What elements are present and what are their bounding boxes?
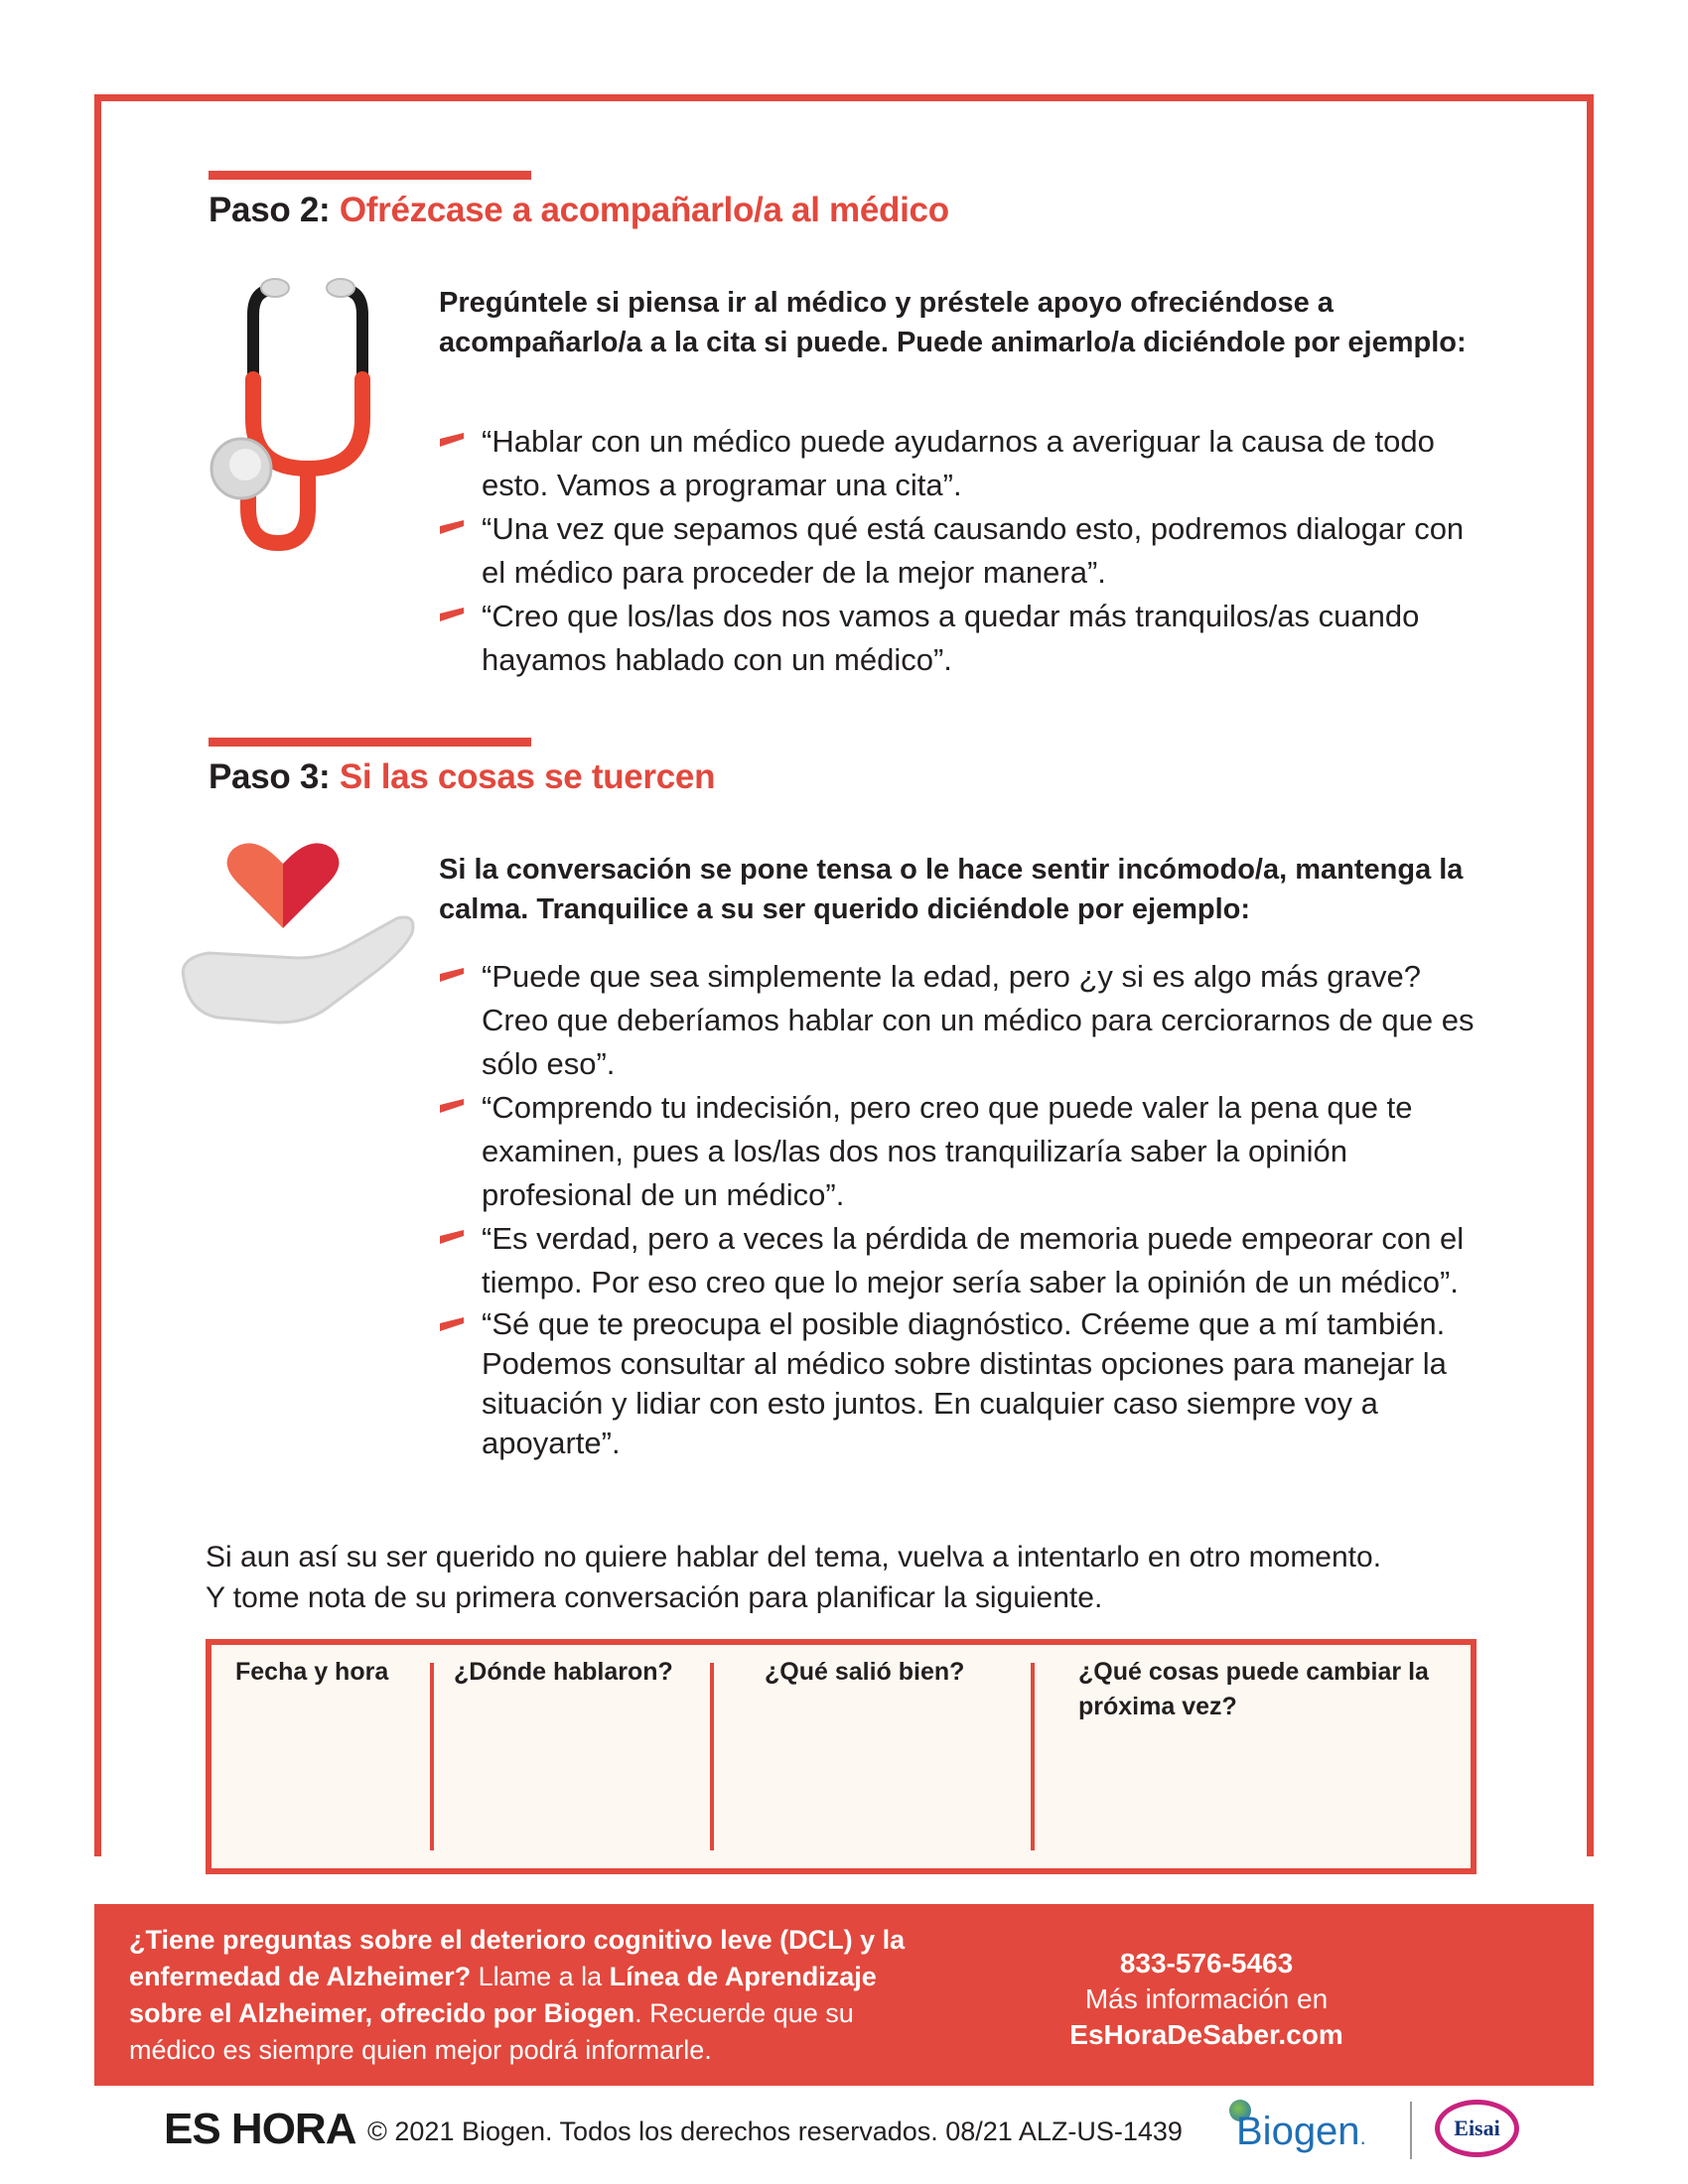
logo-divider bbox=[1410, 2102, 1412, 2159]
banner-question: ¿Tiene preguntas sobre el deterioro cognitivo leve (DCL) y la enfermedad de Alzheimer? bbox=[129, 1925, 906, 1991]
bullet-marker-icon bbox=[440, 1099, 464, 1113]
step2-intro: Pregúntele si piensa ir al médico y préstele apoyo ofreciéndose a acompañarlo/a a la cita si puede. Puede animarlo/a diciéndole por ejemplo: bbox=[439, 287, 1467, 358]
bullet-marker-icon bbox=[440, 608, 464, 621]
helpline-banner bbox=[94, 1904, 1594, 2086]
notes-column-went-well[interactable]: ¿Qué salió bien? bbox=[710, 1645, 1031, 1868]
conversation-notes-table[interactable] bbox=[206, 1639, 1477, 1874]
step2-label: Paso 2: bbox=[209, 191, 331, 229]
banner-contact bbox=[998, 1946, 1415, 2053]
list-item: “Es verdad, pero a veces la pérdida de memoria puede empeorar con el tiempo. Por eso creo que lo mejor sería saber la opinión de un médico”. bbox=[440, 1217, 1492, 1304]
list-item: “Sé que te preocupa el posible diagnóstico. Créeme que a mí también. Podemos consultar al médico sobre distintas opciones para manejar la situación y lidiar con esto juntos. En cualquier caso siempre voy a apoyarte”. bbox=[440, 1304, 1492, 1463]
step3-bullet-list bbox=[440, 955, 1492, 1463]
bullet-marker-icon bbox=[440, 433, 464, 447]
list-item: “Creo que los/las dos nos vamos a quedar más tranquilos/as cuando hayamos hablado con un médico”. bbox=[440, 595, 1492, 682]
banner-text: ¿Tiene preguntas sobre el deterioro cognitivo leve (DCL) y la enfermedad de Alzheimer? Llame a la Línea de Aprendizaje sobre el Alzheimer, ofrecido por Biogen. Recuerde que su médico es siempre quien mejor podrá informarle. bbox=[129, 1925, 906, 2065]
step3-title: Si las cosas se tuercen bbox=[339, 757, 716, 796]
notes-column-change[interactable]: ¿Qué cosas puede cambiar la próxima vez? bbox=[1031, 1645, 1471, 1868]
bullet-marker-icon bbox=[440, 1230, 464, 1244]
step3-label: Paso 3: bbox=[209, 757, 331, 796]
footer bbox=[0, 2090, 1688, 2184]
bullet-marker-icon bbox=[440, 1317, 464, 1331]
closing-note bbox=[206, 1537, 1496, 1618]
biogen-logo: Biogen. bbox=[1236, 2110, 1366, 2153]
more-info-label: Más información en bbox=[1084, 1983, 1329, 2014]
step3-heading bbox=[209, 757, 715, 797]
step2-heading bbox=[209, 191, 949, 230]
notes-column-where[interactable]: ¿Dónde hablaron? bbox=[430, 1645, 710, 1868]
closing-line-1: Si aun así su ser querido no quiere hablar del tema, vuelva a intentarlo en otro momento. bbox=[206, 1541, 1382, 1573]
step3-rule bbox=[209, 738, 531, 747]
eisai-logo: Eisai bbox=[1435, 2100, 1519, 2157]
list-item: “Puede que sea simplemente la edad, pero ¿y si es algo más grave? Creo que deberíamos hablar con un médico para cerciorarnos de que es sólo eso”. bbox=[440, 955, 1492, 1086]
list-item: “Una vez que sepamos qué está causando esto, podremos dialogar con el médico para proceder de la mejor manera”. bbox=[440, 507, 1492, 595]
notes-column-date[interactable]: Fecha y hora bbox=[235, 1658, 389, 1686]
es-hora-logo: ES HORA bbox=[164, 2105, 356, 2153]
step2-title: Ofrézcase a acompañarlo/a al médico bbox=[339, 191, 949, 229]
website-link[interactable]: EsHoraDeSaber.com bbox=[1069, 2019, 1343, 2050]
step2-rule bbox=[209, 171, 531, 180]
closing-line-2: Y tome nota de su primera conversación para planificar la siguiente. bbox=[206, 1581, 1103, 1614]
bullet-marker-icon bbox=[440, 520, 464, 534]
list-item: “Hablar con un médico puede ayudarnos a averiguar la causa de todo esto. Vamos a programar una cita”. bbox=[440, 420, 1492, 507]
step2-bullet-list bbox=[440, 420, 1492, 682]
banner-helpline-name: Línea de Aprendizaje sobre el Alzheimer, ofrecido por Biogen bbox=[129, 1962, 877, 2028]
bullet-marker-icon bbox=[440, 968, 464, 982]
helpline-phone[interactable]: 833-576-5463 bbox=[1119, 1948, 1294, 1979]
list-item: “Comprendo tu indecisión, pero creo que puede valer la pena que te examinen, pues a los/las dos nos tranquilizaría saber la opinión profesional de un médico”. bbox=[440, 1086, 1492, 1217]
step3-intro: Si la conversación se pone tensa o le hace sentir incómodo/a, mantenga la calma. Tranquilice a su ser querido diciéndole por ejemplo: bbox=[439, 854, 1464, 925]
copyright-text: © 2021 Biogen. Todos los derechos reservados. 08/21 ALZ-US-1439 bbox=[367, 2116, 1183, 2146]
heart-in-hand-icon bbox=[179, 839, 417, 1047]
stethoscope-icon bbox=[204, 270, 392, 558]
